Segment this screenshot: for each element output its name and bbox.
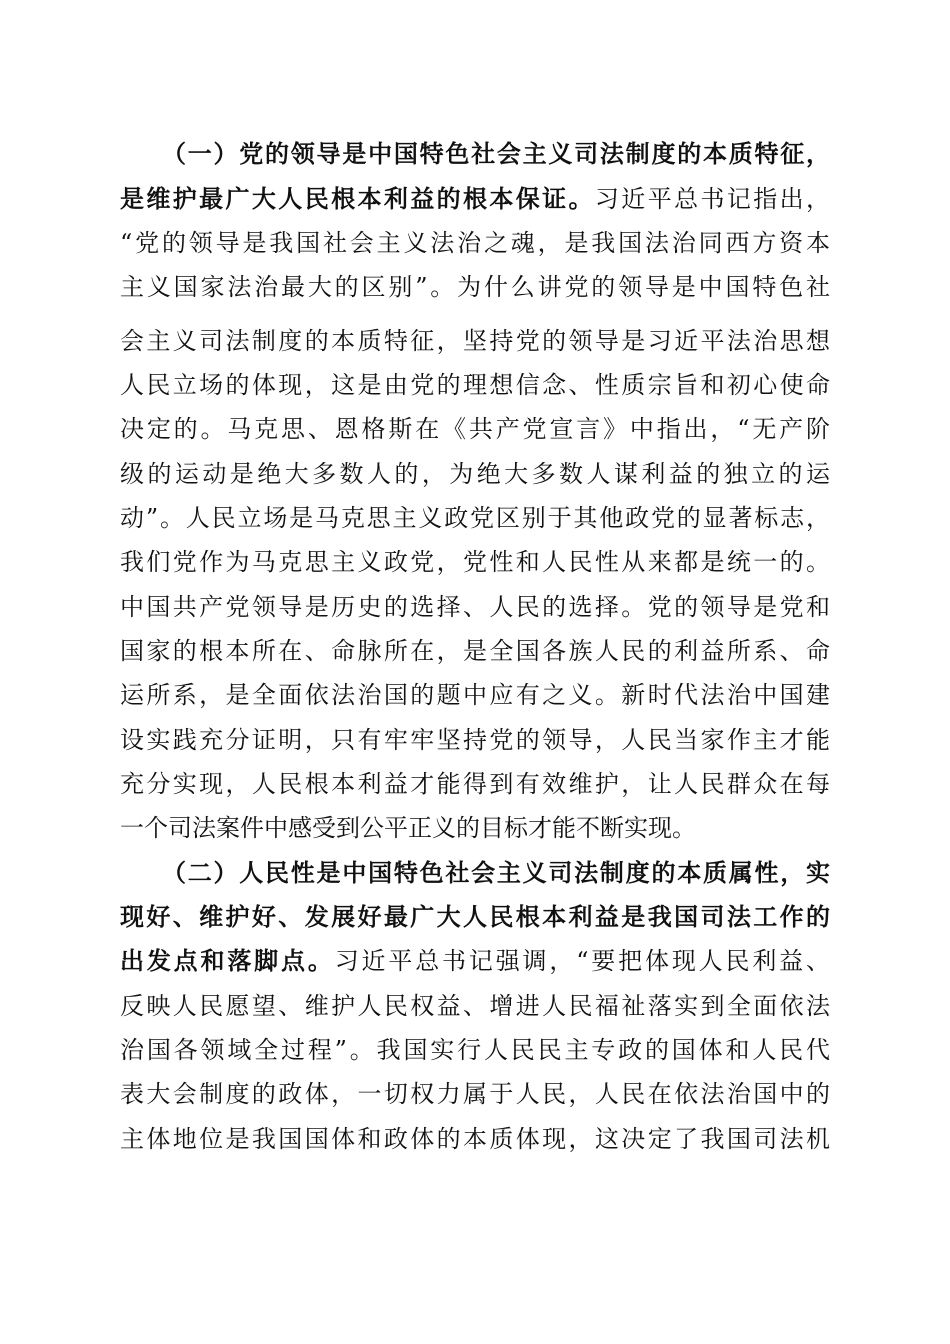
text-line [162, 852, 830, 894]
heading-text: （一）党的领导是中国特色社会主义司法制度的本质特征， [162, 139, 830, 168]
body-text: 主义国家法治最大的区别”。为什么讲党的领导是中国特色社 [120, 273, 830, 301]
text-line [120, 719, 830, 761]
text-line [120, 453, 830, 495]
text-line [162, 133, 830, 175]
body-text: 决定的。马克思、恩格斯在《共产党宣言》中指出，“无产阶 [120, 415, 830, 443]
heading-text: （二）人民性是中国特色社会主义司法制度的本质属性，实 [162, 858, 830, 887]
text-line [120, 630, 830, 672]
body-text: 中国共产党领导是历史的选择、人民的选择。党的领导是党和 [120, 593, 830, 621]
body-text: 反映人民愿望、维护人民权益、增进人民福祉落实到全面依法 [120, 992, 830, 1020]
body-text: 我们党作为马克思主义政党，党性和人民性从来都是统一的。 [120, 548, 830, 576]
body-text: 表大会制度的政体，一切权力属于人民，人民在依法治国中的 [120, 1080, 830, 1108]
text-line [120, 408, 830, 450]
text-line [120, 674, 830, 716]
text-line [120, 586, 830, 628]
text-line [120, 940, 830, 982]
text-line [120, 1029, 830, 1071]
text-line [120, 763, 830, 805]
body-text: 治国各领域全过程”。我国实行人民民主专政的国体和人民代 [120, 1036, 830, 1064]
body-text: 主体地位是我国国体和政体的本质体现，这决定了我国司法机 [120, 1125, 830, 1153]
text-line [120, 896, 830, 938]
body-text: 动”。人民立场是马克思主义政党区别于其他政党的显著标志， [120, 504, 830, 532]
body-text: 国家的根本所在、命脉所在，是全国各族人民的利益所系、命 [120, 637, 830, 665]
body-text: 习近平总书记强调，“要把体现人民利益、 [334, 947, 830, 975]
body-text: “党的领导是我国社会主义法治之魂，是我国法治同西方资本 [120, 229, 830, 257]
text-line [120, 364, 830, 406]
body-text: 会主义司法制度的本质特征，坚持党的领导是习近平法治思想 [120, 327, 830, 355]
text-line [120, 320, 830, 362]
text-line [120, 985, 830, 1027]
body-text: 习近平总书记指出， [594, 185, 830, 213]
body-text: 充分实现，人民根本利益才能得到有效维护，让人民群众在每 [120, 770, 830, 798]
body-text: 一个司法案件中感受到公平正义的目标才能不断实现。 [120, 814, 696, 842]
text-line [120, 178, 830, 220]
text-line [120, 266, 830, 308]
text-line [120, 1073, 830, 1115]
heading-text: 是维护最广大人民根本利益的根本保证。 [120, 184, 595, 213]
body-text: 运所系，是全面依法治国的题中应有之义。新时代法治中国建 [120, 681, 830, 709]
text-line [120, 222, 830, 264]
text-line [120, 541, 830, 583]
heading-text: 现好、维护好、发展好最广大人民根本利益是我国司法工作的 [120, 902, 830, 931]
body-text: 人民立场的体现，这是由党的理想信念、性质宗旨和初心使命 [120, 371, 830, 399]
text-line [120, 807, 830, 849]
body-text: 级的运动是绝大多数人的，为绝大多数人谋利益的独立的运 [120, 460, 830, 488]
text-line [120, 497, 830, 539]
body-text: 设实践充分证明，只有牢牢坚持党的领导，人民当家作主才能 [120, 726, 830, 754]
text-line [120, 1118, 830, 1160]
heading-text: 出发点和落脚点。 [120, 946, 335, 975]
